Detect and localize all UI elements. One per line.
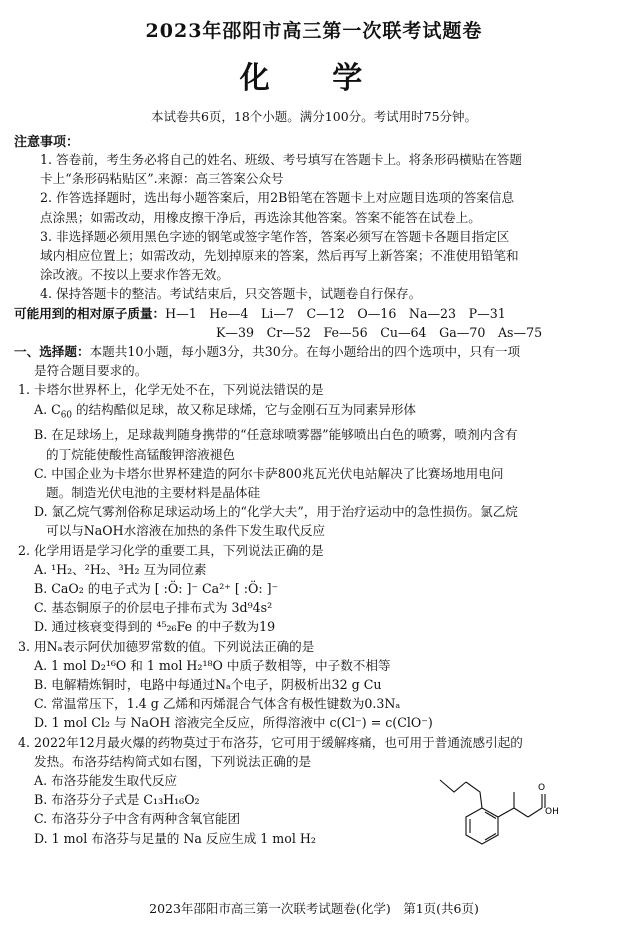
atomic-masses bbox=[14, 304, 614, 323]
question-3-option-b: B. 电解精炼铜时，电路中每通过Nₐ个电子，阴极析出32 g Cu bbox=[34, 677, 382, 692]
section-one-desc-cont: 是符合题目要求的。 bbox=[34, 363, 148, 379]
section-one-desc: 本题共10小题，每小题3分，共30分。在每小题给出的四个选项中，只有一项 bbox=[89, 344, 521, 360]
question-1-option-d-cont: 可以与NaOH水溶液在加热的条件下发生取代反应 bbox=[46, 523, 326, 539]
question-4-stem-cont: 发热。布洛芬结构简式如右图，下列说法正确的是 bbox=[34, 753, 312, 769]
question-2-stem: 2. 化学用语是学习化学的重要工具，下列说法正确的是 bbox=[18, 542, 324, 558]
q1-a-sub: 60 bbox=[60, 410, 72, 421]
question-2-option-d: D. 通过核衰变得到的 ⁴⁵₂₆Fe 的中子数为19 bbox=[34, 619, 276, 635]
notice-item-2: 2. 作答选择题时，选出每小题答案后，用2B铅笔在答题卡上对应题目选项的答案信息 bbox=[40, 190, 515, 206]
section-one-label: 一、选择题： bbox=[14, 344, 90, 360]
question-4-option-b: B. 布洛芬分子式是 C₁₃H₁₆O₂ bbox=[34, 792, 200, 808]
notice-item-3: 3. 非选择题必须用黑色字迹的钢笔或签字笔作答，答案必须写在答题卡各题目指定区 bbox=[40, 228, 510, 244]
notice-item-1: 1. 答卷前，考生务必将自己的姓名、班级、考号填写在答题卡上。将条形码横贴在答题 bbox=[40, 152, 522, 167]
question-3-stem: 3. 用Nₐ表示阿伏加德罗常数的值。下列说法正确的是 bbox=[18, 638, 315, 654]
exam-info: 本试卷共6页，18个小题。满分100分。考试用时75分钟。 bbox=[150, 109, 478, 124]
notice-item-3-cont: 域内相应位置上；如需改动，先划掉原来的答案，然后再写上新答案；不准使用铅笔和 bbox=[40, 248, 519, 264]
question-2-option-c: C. 基态铜原子的价层电子排布式为 3d⁹4s² bbox=[34, 600, 273, 616]
question-1-option-c: C. 中国企业为卡塔尔世界杯建造的阿尔卡萨800兆瓦光伏电站解决了比赛场地用电问 bbox=[34, 465, 504, 481]
question-1-option-d: D. 氯乙烷气雾剂俗称足球运动场上的“化学大夫”，用于治疗运动中的急性损伤。氯乙烷 bbox=[34, 504, 518, 520]
atomic-masses-row2: K—39 Cr—52 Fe—56 Cu—64 Ga—70 As—75 bbox=[216, 324, 543, 340]
question-3-option-d: D. 1 mol Cl₂ 与 NaOH 溶液完全反应，所得溶液中 c(Cl⁻) = c(ClO⁻) bbox=[34, 715, 433, 731]
question-1-stem: 1. 卡塔尔世界杯上，化学无处不在，下列说法错误的是 bbox=[18, 382, 324, 398]
section-one bbox=[14, 342, 614, 361]
subject-title: 化 学 bbox=[239, 61, 389, 96]
notice-item-3-cont2: 涂改液。不按以上要求作答无效。 bbox=[40, 267, 229, 283]
ibuprofen-structure bbox=[430, 770, 590, 865]
question-1-option-a bbox=[14, 400, 614, 426]
question-4-option-c: C. 布洛芬分子中含有两种含氧官能团 bbox=[34, 811, 241, 827]
notice-list bbox=[14, 150, 614, 304]
q1-a-pre: A. C bbox=[34, 401, 61, 417]
notice-item-2-cont: 点涂黑；如需改动，用橡皮擦干净后，再选涂其他答案。答案不能答在试卷上。 bbox=[40, 209, 481, 225]
notice-item-1-cont: 卡上“条形码粘贴区”.来源：高三答案公众号 bbox=[40, 171, 284, 187]
structure-label-oh: OH bbox=[545, 807, 559, 817]
exam-title: 2023年邵阳市高三第一次联考试题卷 bbox=[145, 20, 483, 42]
q1-a-post: 的结构酷似足球，故又称足球烯，它与金刚石互为同素异形体 bbox=[71, 401, 417, 417]
structure-label-o: O bbox=[538, 783, 546, 793]
notice-heading: 注意事项： bbox=[14, 135, 80, 150]
atomic-masses-label: 可能用到的相对原子质量： bbox=[14, 305, 166, 321]
question-1-option-c-cont: 题。制造光伏电池的主要材料是晶体硅 bbox=[46, 484, 261, 500]
atomic-masses-row1: H—1 He—4 Li—7 C—12 O—16 Na—23 P—31 bbox=[165, 305, 506, 321]
notice-item-4: 4. 保持答题卡的整洁。考试结束后，只交答题卡，试题卷自行保存。 bbox=[40, 286, 422, 302]
page-footer: 2023年邵阳市高三第一次联考试题卷(化学) 第1页(共6页) bbox=[149, 901, 479, 916]
question-4-option-a: A. 布洛芬能发生取代反应 bbox=[34, 773, 178, 789]
question-3-option-a: A. 1 mol D₂¹⁶O 和 1 mol H₂¹⁸O 中质子数相等，中子数不相等 bbox=[34, 657, 391, 673]
question-4-stem: 4. 2022年12月最火爆的药物莫过于布洛芬，它可用于缓解疼痛，也可用于普通流感引起的 bbox=[18, 734, 523, 750]
question-4-option-d: D. 1 mol 布洛芬与足量的 Na 反应生成 1 mol H₂ bbox=[34, 830, 316, 846]
question-1-option-b: B. 在足球场上，足球裁判随身携带的“任意球喷雾器”能够喷出白色的喷雾，喷剂内含有 bbox=[34, 427, 518, 443]
question-3-option-c: C. 常温常压下，1.4 g 乙烯和丙烯混合气体含有极性键数为0.3Nₐ bbox=[34, 696, 401, 712]
question-1-option-b-cont: 的丁烷能使酸性高锰酸钾溶液褪色 bbox=[46, 446, 235, 462]
question-2-option-b: B. CaO₂ 的电子式为 [ :Ö: ]⁻ Ca²⁺ [ :Ö: ]⁻ bbox=[34, 580, 279, 596]
question-2-option-a: A. ¹H₂、²H₂、³H₂ 互为同位素 bbox=[34, 561, 207, 577]
